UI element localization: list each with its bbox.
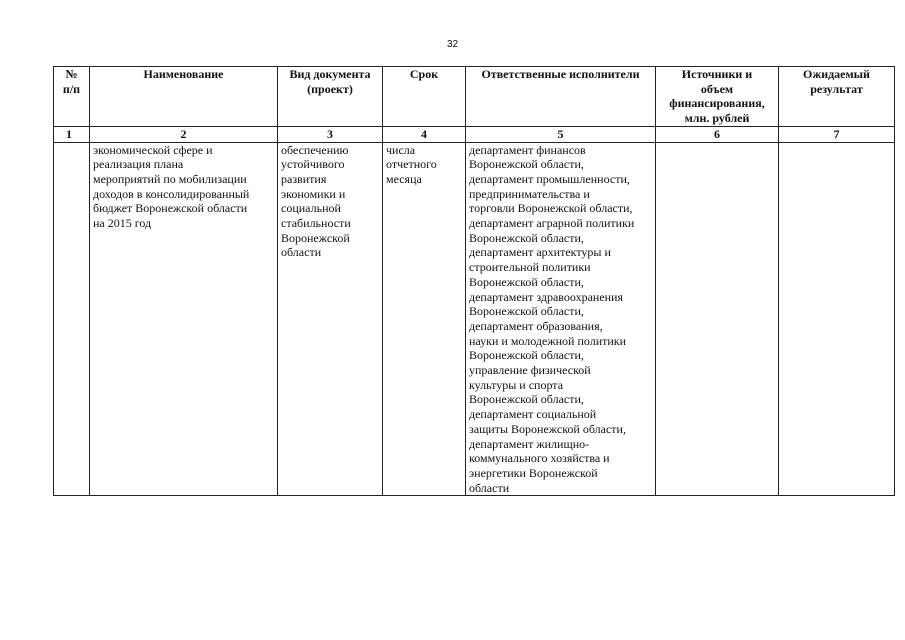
header-row [54,67,895,127]
cell-text-line: отчетного [386,157,437,172]
cell-text-line: предпринимательства и [469,186,590,201]
cell-text-line: устойчивого [281,157,345,172]
cell-text-line: защиты Воронежской области, [469,421,626,436]
header-funding: Источники и объем финансирования, млн. рублей [656,67,779,127]
column-number-4: 4 [383,126,466,142]
cell-text-line: Воронежской области, [469,392,584,407]
cell-text-line: Воронежской области, [469,157,584,172]
cell-name [90,142,278,496]
cell-text-line: департамент аграрной политики [469,216,635,231]
table-row [54,142,895,496]
cell-text-line: торговли Воронежской области, [469,201,633,216]
cell-text-line: Воронежской области, [469,348,584,363]
cell-text-line: управление физической [469,363,591,378]
cell-doc-type [278,142,383,496]
cell-text-line: департамент жилищно- [469,436,590,451]
cell-text-line: департамент здравоохранения [469,289,624,304]
cell-text-line: месяца [386,171,422,186]
header-name: Наименование [90,67,278,127]
cell-text-line: Воронежской области, [469,230,584,245]
cell-text-line: департамент архитектуры и [469,245,611,260]
cell-text-line: области [281,245,322,260]
cell-text-line: Воронежской [281,230,350,245]
cell-text-line: департамент финансов [469,142,586,157]
column-number-2: 2 [90,126,278,142]
cell-text-line: департамент промышленности, [469,171,630,186]
header-executors: Ответственные исполнители [466,67,656,127]
cell-text-line: развития [281,171,327,186]
cell-text-line: экономической сфере и [93,142,213,157]
cell-text-line: энергетики Воронежской [469,465,598,480]
plan-table [53,66,895,496]
cell-funding [656,142,779,496]
cell-text-line: коммунального хозяйства и [469,451,610,466]
cell-text-line: Воронежской области, [469,274,584,289]
cell-text-line: социальной [281,201,341,216]
column-number-5: 5 [466,126,656,142]
cell-text-line: бюджет Воронежской области [93,201,248,216]
cell-text-line: реализация плана [93,157,184,172]
cell-text-line: доходов в консолидированный [93,186,250,201]
cell-executors [466,142,656,496]
cell-text-line: числа [386,142,416,157]
column-number-3: 3 [278,126,383,142]
cell-text-line: строительной политики [469,260,591,275]
cell-text-line: стабильности [281,216,351,231]
cell-text-line: экономики и [281,186,346,201]
header-number: № п/п [54,67,90,127]
column-number-7: 7 [779,126,895,142]
cell-text-line: департамент образования, [469,318,603,333]
cell-text-line: области [469,480,510,495]
cell-term [383,142,466,496]
cell-result [779,142,895,496]
cell-text-line: на 2015 год [93,216,152,231]
cell-text-line: Воронежской области, [469,304,584,319]
column-number-row [54,126,895,142]
header-term: Срок [383,67,466,127]
cell-text-line: науки и молодежной политики [469,333,627,348]
column-number-1: 1 [54,126,90,142]
header-doc-type: Вид документа (проект) [278,67,383,127]
cell-text-line: культуры и спорта [469,377,564,392]
cell-text-line: мероприятий по мобилизации [93,171,247,186]
cell-number [54,142,90,496]
cell-text-line: департамент социальной [469,407,597,422]
cell-text-line: обеспечению [281,142,349,157]
column-number-6: 6 [656,126,779,142]
header-result: Ожидаемый результат [779,67,895,127]
page-number: 32 [446,39,459,50]
